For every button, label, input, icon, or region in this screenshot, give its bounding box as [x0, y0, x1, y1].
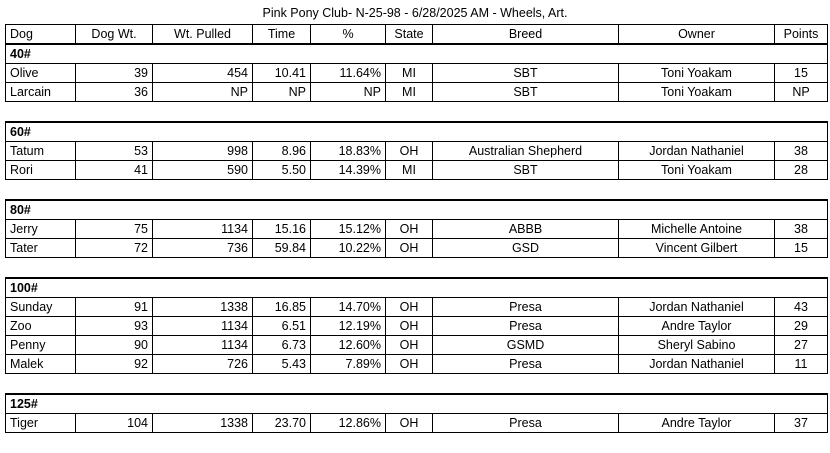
dog-cell: Tater [6, 239, 76, 258]
weight-pulled-cell: 998 [153, 142, 253, 161]
state-cell: OH [386, 355, 433, 374]
time-cell: 15.16 [253, 220, 311, 239]
section-spacer [6, 374, 828, 395]
column-header-state: State [386, 25, 433, 45]
weight-pulled-cell: 726 [153, 355, 253, 374]
column-header-dog-wt: Dog Wt. [76, 25, 153, 45]
percent-cell: 12.19% [311, 317, 386, 336]
owner-cell: Jordan Nathaniel [619, 355, 775, 374]
owner-cell: Toni Yoakam [619, 64, 775, 83]
table-row [6, 317, 828, 336]
breed-cell: Presa [433, 414, 619, 433]
weight-pulled-cell: 590 [153, 161, 253, 180]
column-header-owner: Owner [619, 25, 775, 45]
state-cell: MI [386, 64, 433, 83]
percent-cell: 14.39% [311, 161, 386, 180]
table-row [6, 161, 828, 180]
percent-cell: 11.64% [311, 64, 386, 83]
time-cell: 6.51 [253, 317, 311, 336]
dog-cell: Malek [6, 355, 76, 374]
state-cell: OH [386, 220, 433, 239]
points-cell: 28 [775, 161, 828, 180]
owner-cell: Toni Yoakam [619, 161, 775, 180]
owner-cell: Vincent Gilbert [619, 239, 775, 258]
column-header-percent: % [311, 25, 386, 45]
dog-cell: Zoo [6, 317, 76, 336]
dog-weight-cell: 91 [76, 298, 153, 317]
dog-cell: Tatum [6, 142, 76, 161]
breed-cell: Presa [433, 317, 619, 336]
percent-cell: 7.89% [311, 355, 386, 374]
dog-weight-cell: 72 [76, 239, 153, 258]
spacer-cell [6, 258, 828, 279]
time-cell: 5.50 [253, 161, 311, 180]
weight-class-row [6, 394, 828, 414]
points-cell: NP [775, 83, 828, 102]
percent-cell: 18.83% [311, 142, 386, 161]
weight-class-label: 100# [6, 278, 828, 298]
breed-cell: Australian Shepherd [433, 142, 619, 161]
column-header-points: Points [775, 25, 828, 45]
weight-pulled-cell: 1134 [153, 220, 253, 239]
points-cell: 11 [775, 355, 828, 374]
weight-pulled-cell: 1134 [153, 336, 253, 355]
column-header-time: Time [253, 25, 311, 45]
section-spacer [6, 102, 828, 123]
breed-cell: GSD [433, 239, 619, 258]
weight-pulled-cell: NP [153, 83, 253, 102]
owner-cell: Andre Taylor [619, 414, 775, 433]
state-cell: MI [386, 83, 433, 102]
dog-weight-cell: 75 [76, 220, 153, 239]
owner-cell: Toni Yoakam [619, 83, 775, 102]
dog-cell: Sunday [6, 298, 76, 317]
points-cell: 38 [775, 142, 828, 161]
weight-class-label: 40# [6, 44, 828, 64]
state-cell: OH [386, 414, 433, 433]
time-cell: 8.96 [253, 142, 311, 161]
table-row [6, 239, 828, 258]
points-cell: 15 [775, 64, 828, 83]
state-cell: OH [386, 298, 433, 317]
breed-cell: SBT [433, 83, 619, 102]
percent-cell: 10.22% [311, 239, 386, 258]
table-row [6, 83, 828, 102]
weight-pulled-cell: 1338 [153, 414, 253, 433]
weight-class-row [6, 278, 828, 298]
owner-cell: Andre Taylor [619, 317, 775, 336]
state-cell: OH [386, 317, 433, 336]
spacer-cell [6, 102, 828, 123]
points-cell: 27 [775, 336, 828, 355]
owner-cell: Jordan Nathaniel [619, 142, 775, 161]
breed-cell: Presa [433, 355, 619, 374]
points-cell: 29 [775, 317, 828, 336]
time-cell: 10.41 [253, 64, 311, 83]
breed-cell: Presa [433, 298, 619, 317]
weight-pulled-cell: 1338 [153, 298, 253, 317]
time-cell: 23.70 [253, 414, 311, 433]
dog-cell: Rori [6, 161, 76, 180]
points-cell: 43 [775, 298, 828, 317]
dog-cell: Larcain [6, 83, 76, 102]
percent-cell: 12.86% [311, 414, 386, 433]
section-spacer [6, 258, 828, 279]
breed-cell: SBT [433, 64, 619, 83]
dog-cell: Jerry [6, 220, 76, 239]
state-cell: OH [386, 239, 433, 258]
table-row [6, 142, 828, 161]
weight-class-label: 125# [6, 394, 828, 414]
dog-weight-cell: 39 [76, 64, 153, 83]
percent-cell: 14.70% [311, 298, 386, 317]
breed-cell: SBT [433, 161, 619, 180]
time-cell: 5.43 [253, 355, 311, 374]
breed-cell: GSMD [433, 336, 619, 355]
state-cell: OH [386, 142, 433, 161]
time-cell: 6.73 [253, 336, 311, 355]
table-row [6, 64, 828, 83]
weight-class-label: 80# [6, 200, 828, 220]
dog-weight-cell: 90 [76, 336, 153, 355]
owner-cell: Jordan Nathaniel [619, 298, 775, 317]
weight-pulled-cell: 736 [153, 239, 253, 258]
header-row [6, 25, 828, 45]
weight-class-row [6, 44, 828, 64]
time-cell: NP [253, 83, 311, 102]
dog-weight-cell: 104 [76, 414, 153, 433]
weight-pulled-cell: 1134 [153, 317, 253, 336]
table-row [6, 336, 828, 355]
dog-weight-cell: 92 [76, 355, 153, 374]
owner-cell: Sheryl Sabino [619, 336, 775, 355]
results-table [5, 24, 828, 433]
time-cell: 59.84 [253, 239, 311, 258]
dog-weight-cell: 41 [76, 161, 153, 180]
percent-cell: NP [311, 83, 386, 102]
sheet-title: Pink Pony Club- N-25-98 - 6/28/2025 AM - Wheels, Art. [262, 6, 568, 20]
points-cell: 37 [775, 414, 828, 433]
state-cell: MI [386, 161, 433, 180]
section-spacer [6, 180, 828, 201]
weight-class-row [6, 122, 828, 142]
time-cell: 16.85 [253, 298, 311, 317]
dog-cell: Penny [6, 336, 76, 355]
dog-weight-cell: 93 [76, 317, 153, 336]
percent-cell: 12.60% [311, 336, 386, 355]
state-cell: OH [386, 336, 433, 355]
table-row [6, 355, 828, 374]
spacer-cell [6, 374, 828, 395]
weight-pulled-cell: 454 [153, 64, 253, 83]
spacer-cell [6, 180, 828, 201]
column-header-breed: Breed [433, 25, 619, 45]
column-header-dog: Dog [6, 25, 76, 45]
weight-class-row [6, 200, 828, 220]
table-row [6, 220, 828, 239]
weight-class-label: 60# [6, 122, 828, 142]
points-cell: 15 [775, 239, 828, 258]
percent-cell: 15.12% [311, 220, 386, 239]
owner-cell: Michelle Antoine [619, 220, 775, 239]
dog-cell: Olive [6, 64, 76, 83]
dog-weight-cell: 53 [76, 142, 153, 161]
dog-cell: Tiger [6, 414, 76, 433]
dog-weight-cell: 36 [76, 83, 153, 102]
table-row [6, 298, 828, 317]
table-row [6, 414, 828, 433]
points-cell: 38 [775, 220, 828, 239]
breed-cell: ABBB [433, 220, 619, 239]
column-header-wt-pulled: Wt. Pulled [153, 25, 253, 45]
